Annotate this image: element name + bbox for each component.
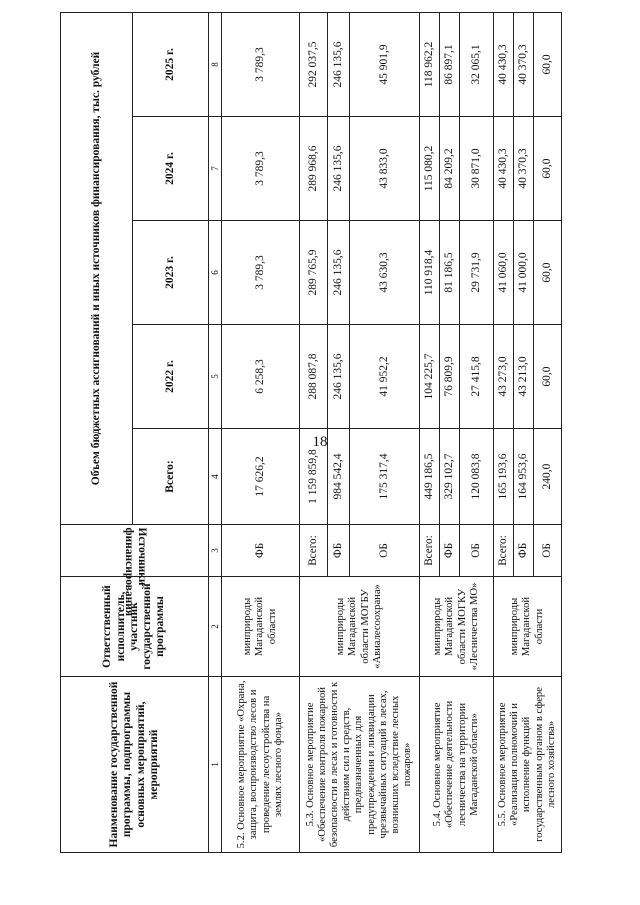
measure-name: 5.3. Основное мероприятие «Обеспечение контроля пожарной безопасности в лесах и готовности к действиям сил и средств, предназначенных для предупреждения и ликвидации чрезвычайных ситуаций в лесах, возникших вследствие лесных пожаров» <box>300 677 420 853</box>
measure-executor: минприроды Магаданской области <box>494 577 562 677</box>
funding-source: ОБ <box>460 525 494 577</box>
value-2025: 45 901,9 <box>350 12 420 116</box>
header-name: Наименование государственной программы, подпрограммы основных мероприятий, мероприятий <box>61 677 209 853</box>
value-2024: 43 833,0 <box>350 117 420 221</box>
header-funding-group: Объем бюджетных ассигнований и иных источников финансирования, тыс. рублей <box>61 12 133 524</box>
funding-source: ФБ <box>440 525 460 577</box>
funding-source: ФБ <box>222 525 300 577</box>
value-2023: 60,0 <box>534 221 562 325</box>
value-2022: 104 225,7 <box>420 325 440 429</box>
value-2025: 86 897,1 <box>440 12 460 116</box>
value-2023: 289 765,9 <box>300 221 328 325</box>
measure-executor: минприроды Магаданской области МОГБУ «Авиалесоохрана» <box>300 577 420 677</box>
header-year: 2022 г. <box>133 325 209 429</box>
column-index: 7 <box>209 117 222 221</box>
value-2024: 3 789,3 <box>222 117 300 221</box>
value-2023: 81 186,5 <box>440 221 460 325</box>
value-2025: 3 789,3 <box>222 12 300 116</box>
value-2023: 41 060,0 <box>494 221 514 325</box>
value-total: 240,0 <box>534 429 562 525</box>
value-2024: 30 871,0 <box>460 117 494 221</box>
value-total: 329 102,7 <box>440 429 460 525</box>
value-2023: 246 135,6 <box>328 221 350 325</box>
header-year: Всего: <box>133 429 209 525</box>
value-total: 165 193,6 <box>494 429 514 525</box>
header-year: 2023 г. <box>133 221 209 325</box>
value-2024: 60,0 <box>534 117 562 221</box>
column-index-row <box>209 12 222 852</box>
measure-name: 5.5. Основное мероприятие «Реализация полномочий и исполнение функций государственным органом в сфере лесного хозяйства» <box>494 677 562 853</box>
value-total: 449 186,5 <box>420 429 440 525</box>
table-row <box>494 12 514 852</box>
value-2022: 60,0 <box>534 325 562 429</box>
measure-name: 5.4. Основное мероприятие «Обеспечение деятельности лесничества на территории Магаданской области» <box>420 677 494 853</box>
value-total: 175 317,4 <box>350 429 420 525</box>
value-2023: 29 731,9 <box>460 221 494 325</box>
value-2023: 3 789,3 <box>222 221 300 325</box>
measure-name: 5.2. Основное мероприятие «Охрана, защита, воспроизводство лесов и проведение лесоустройства на землях лесного фонда» <box>222 677 300 853</box>
header-source: Источники финансирования <box>61 525 209 577</box>
value-2025: 292 037,5 <box>300 12 328 116</box>
value-2022: 43 273,0 <box>494 325 514 429</box>
value-2022: 27 415,8 <box>460 325 494 429</box>
table-row <box>420 12 440 852</box>
value-2025: 32 065,1 <box>460 12 494 116</box>
funding-source: ФБ <box>514 525 534 577</box>
budget-table <box>60 12 562 853</box>
value-2025: 40 370,3 <box>514 12 534 116</box>
value-total: 1 159 859,8 <box>300 429 328 525</box>
column-index: 6 <box>209 221 222 325</box>
value-2022: 288 087,8 <box>300 325 328 429</box>
measure-executor: минприроды Магаданской области <box>222 577 300 677</box>
column-index: 1 <box>209 677 222 853</box>
column-index: 3 <box>209 525 222 577</box>
value-2022: 43 213,0 <box>514 325 534 429</box>
value-2024: 84 209,2 <box>440 117 460 221</box>
funding-source: ОБ <box>534 525 562 577</box>
table-row <box>222 12 300 852</box>
rotated-budget-table <box>60 13 557 853</box>
funding-source: ОБ <box>350 525 420 577</box>
funding-source: ФБ <box>328 525 350 577</box>
header-executor: Ответственный исполнитель, участник государственной программы <box>61 577 209 677</box>
column-index: 5 <box>209 325 222 429</box>
value-2022: 6 258,3 <box>222 325 300 429</box>
value-2023: 43 630,3 <box>350 221 420 325</box>
value-total: 164 953,6 <box>514 429 534 525</box>
table-row <box>300 12 328 852</box>
value-total: 17 626,2 <box>222 429 300 525</box>
value-2024: 289 968,6 <box>300 117 328 221</box>
funding-source: Всего: <box>420 525 440 577</box>
value-2022: 246 135,6 <box>328 325 350 429</box>
value-2024: 115 080,2 <box>420 117 440 221</box>
value-2024: 246 135,6 <box>328 117 350 221</box>
column-index: 2 <box>209 577 222 677</box>
value-2025: 40 430,3 <box>494 12 514 116</box>
value-2025: 60,0 <box>534 12 562 116</box>
value-total: 984 542,4 <box>328 429 350 525</box>
header-year: 2025 г. <box>133 12 209 116</box>
measure-executor: минприроды Магаданской области МОГКУ «Лесничества МО» <box>420 577 494 677</box>
column-index: 8 <box>209 12 222 116</box>
funding-source: Всего: <box>300 525 328 577</box>
value-total: 120 083,8 <box>460 429 494 525</box>
funding-source: Всего: <box>494 525 514 577</box>
header-year: 2024 г. <box>133 117 209 221</box>
value-2022: 76 809,9 <box>440 325 460 429</box>
value-2024: 40 370,3 <box>514 117 534 221</box>
value-2025: 118 962,2 <box>420 12 440 116</box>
column-index: 4 <box>209 429 222 525</box>
value-2022: 41 952,2 <box>350 325 420 429</box>
page-number: 18 <box>312 434 328 450</box>
value-2025: 246 135,6 <box>328 12 350 116</box>
value-2023: 110 918,4 <box>420 221 440 325</box>
value-2023: 41 000,0 <box>514 221 534 325</box>
value-2024: 40 430,3 <box>494 117 514 221</box>
